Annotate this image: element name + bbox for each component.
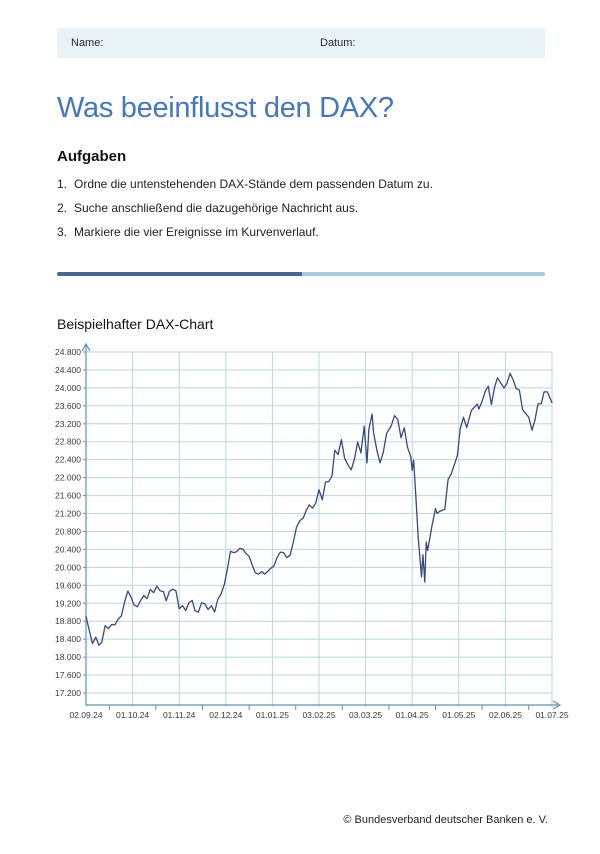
task-number: 2. bbox=[57, 201, 68, 215]
svg-text:02.12.24: 02.12.24 bbox=[209, 710, 243, 720]
svg-text:18.400: 18.400 bbox=[55, 634, 81, 645]
name-date-bar bbox=[57, 28, 545, 58]
svg-text:18.000: 18.000 bbox=[55, 652, 81, 663]
svg-text:20.400: 20.400 bbox=[55, 544, 81, 555]
task-list bbox=[57, 177, 527, 249]
dax-chart bbox=[0, 336, 600, 736]
svg-text:23.200: 23.200 bbox=[55, 418, 81, 429]
datum-label: Datum: bbox=[320, 37, 356, 49]
footer-copyright: © Bundesverband deutscher Banken e. V. bbox=[343, 814, 548, 826]
svg-text:17.200: 17.200 bbox=[55, 688, 81, 698]
svg-text:19.200: 19.200 bbox=[55, 598, 81, 609]
svg-text:01.04.25: 01.04.25 bbox=[395, 710, 429, 720]
svg-text:02.09.24: 02.09.24 bbox=[69, 710, 103, 720]
task-text: Ordne die untenstehenden DAX-Stände dem passenden Datum zu. bbox=[74, 177, 433, 191]
svg-text:17.600: 17.600 bbox=[55, 670, 81, 681]
svg-text:22.400: 22.400 bbox=[55, 454, 81, 465]
task-number: 1. bbox=[57, 177, 68, 191]
task-number: 3. bbox=[57, 225, 68, 239]
svg-text:21.600: 21.600 bbox=[55, 490, 81, 501]
svg-text:01.11.24: 01.11.24 bbox=[162, 710, 196, 720]
svg-text:01.05.25: 01.05.25 bbox=[442, 710, 476, 720]
name-label: Name: bbox=[71, 37, 104, 49]
task-text: Suche anschließend die dazugehörige Nachricht aus. bbox=[74, 201, 359, 215]
task-item bbox=[57, 225, 527, 239]
divider-dark-segment bbox=[57, 272, 302, 276]
svg-text:01.07.25: 01.07.25 bbox=[535, 710, 569, 720]
chart-heading: Beispielhafter DAX-Chart bbox=[57, 316, 214, 332]
divider-light-segment bbox=[302, 272, 545, 276]
svg-text:01.01.25: 01.01.25 bbox=[255, 710, 289, 720]
dax-chart-svg bbox=[0, 336, 600, 736]
svg-text:24.800: 24.800 bbox=[55, 347, 81, 357]
svg-text:22.000: 22.000 bbox=[55, 472, 81, 483]
svg-text:02.06.25: 02.06.25 bbox=[488, 710, 522, 720]
page-title: Was beeinflusst den DAX? bbox=[57, 92, 394, 124]
svg-text:20.800: 20.800 bbox=[55, 526, 81, 537]
section-divider bbox=[57, 272, 545, 276]
svg-text:03.03.25: 03.03.25 bbox=[349, 710, 383, 720]
tasks-heading: Aufgaben bbox=[57, 148, 127, 165]
svg-text:03.02.25: 03.02.25 bbox=[302, 710, 336, 720]
svg-text:01.10.24: 01.10.24 bbox=[116, 710, 150, 720]
svg-text:21.200: 21.200 bbox=[55, 508, 81, 519]
task-item bbox=[57, 201, 527, 215]
svg-text:22.800: 22.800 bbox=[55, 436, 81, 447]
task-item bbox=[57, 177, 527, 191]
svg-text:18.800: 18.800 bbox=[55, 616, 81, 627]
task-text: Markiere die vier Ereignisse im Kurvenverlauf. bbox=[74, 225, 319, 239]
svg-text:24.000: 24.000 bbox=[55, 382, 81, 393]
svg-text:23.600: 23.600 bbox=[55, 400, 81, 411]
svg-text:24.400: 24.400 bbox=[55, 364, 81, 375]
svg-text:19.600: 19.600 bbox=[55, 580, 81, 591]
svg-text:20.000: 20.000 bbox=[55, 562, 81, 573]
